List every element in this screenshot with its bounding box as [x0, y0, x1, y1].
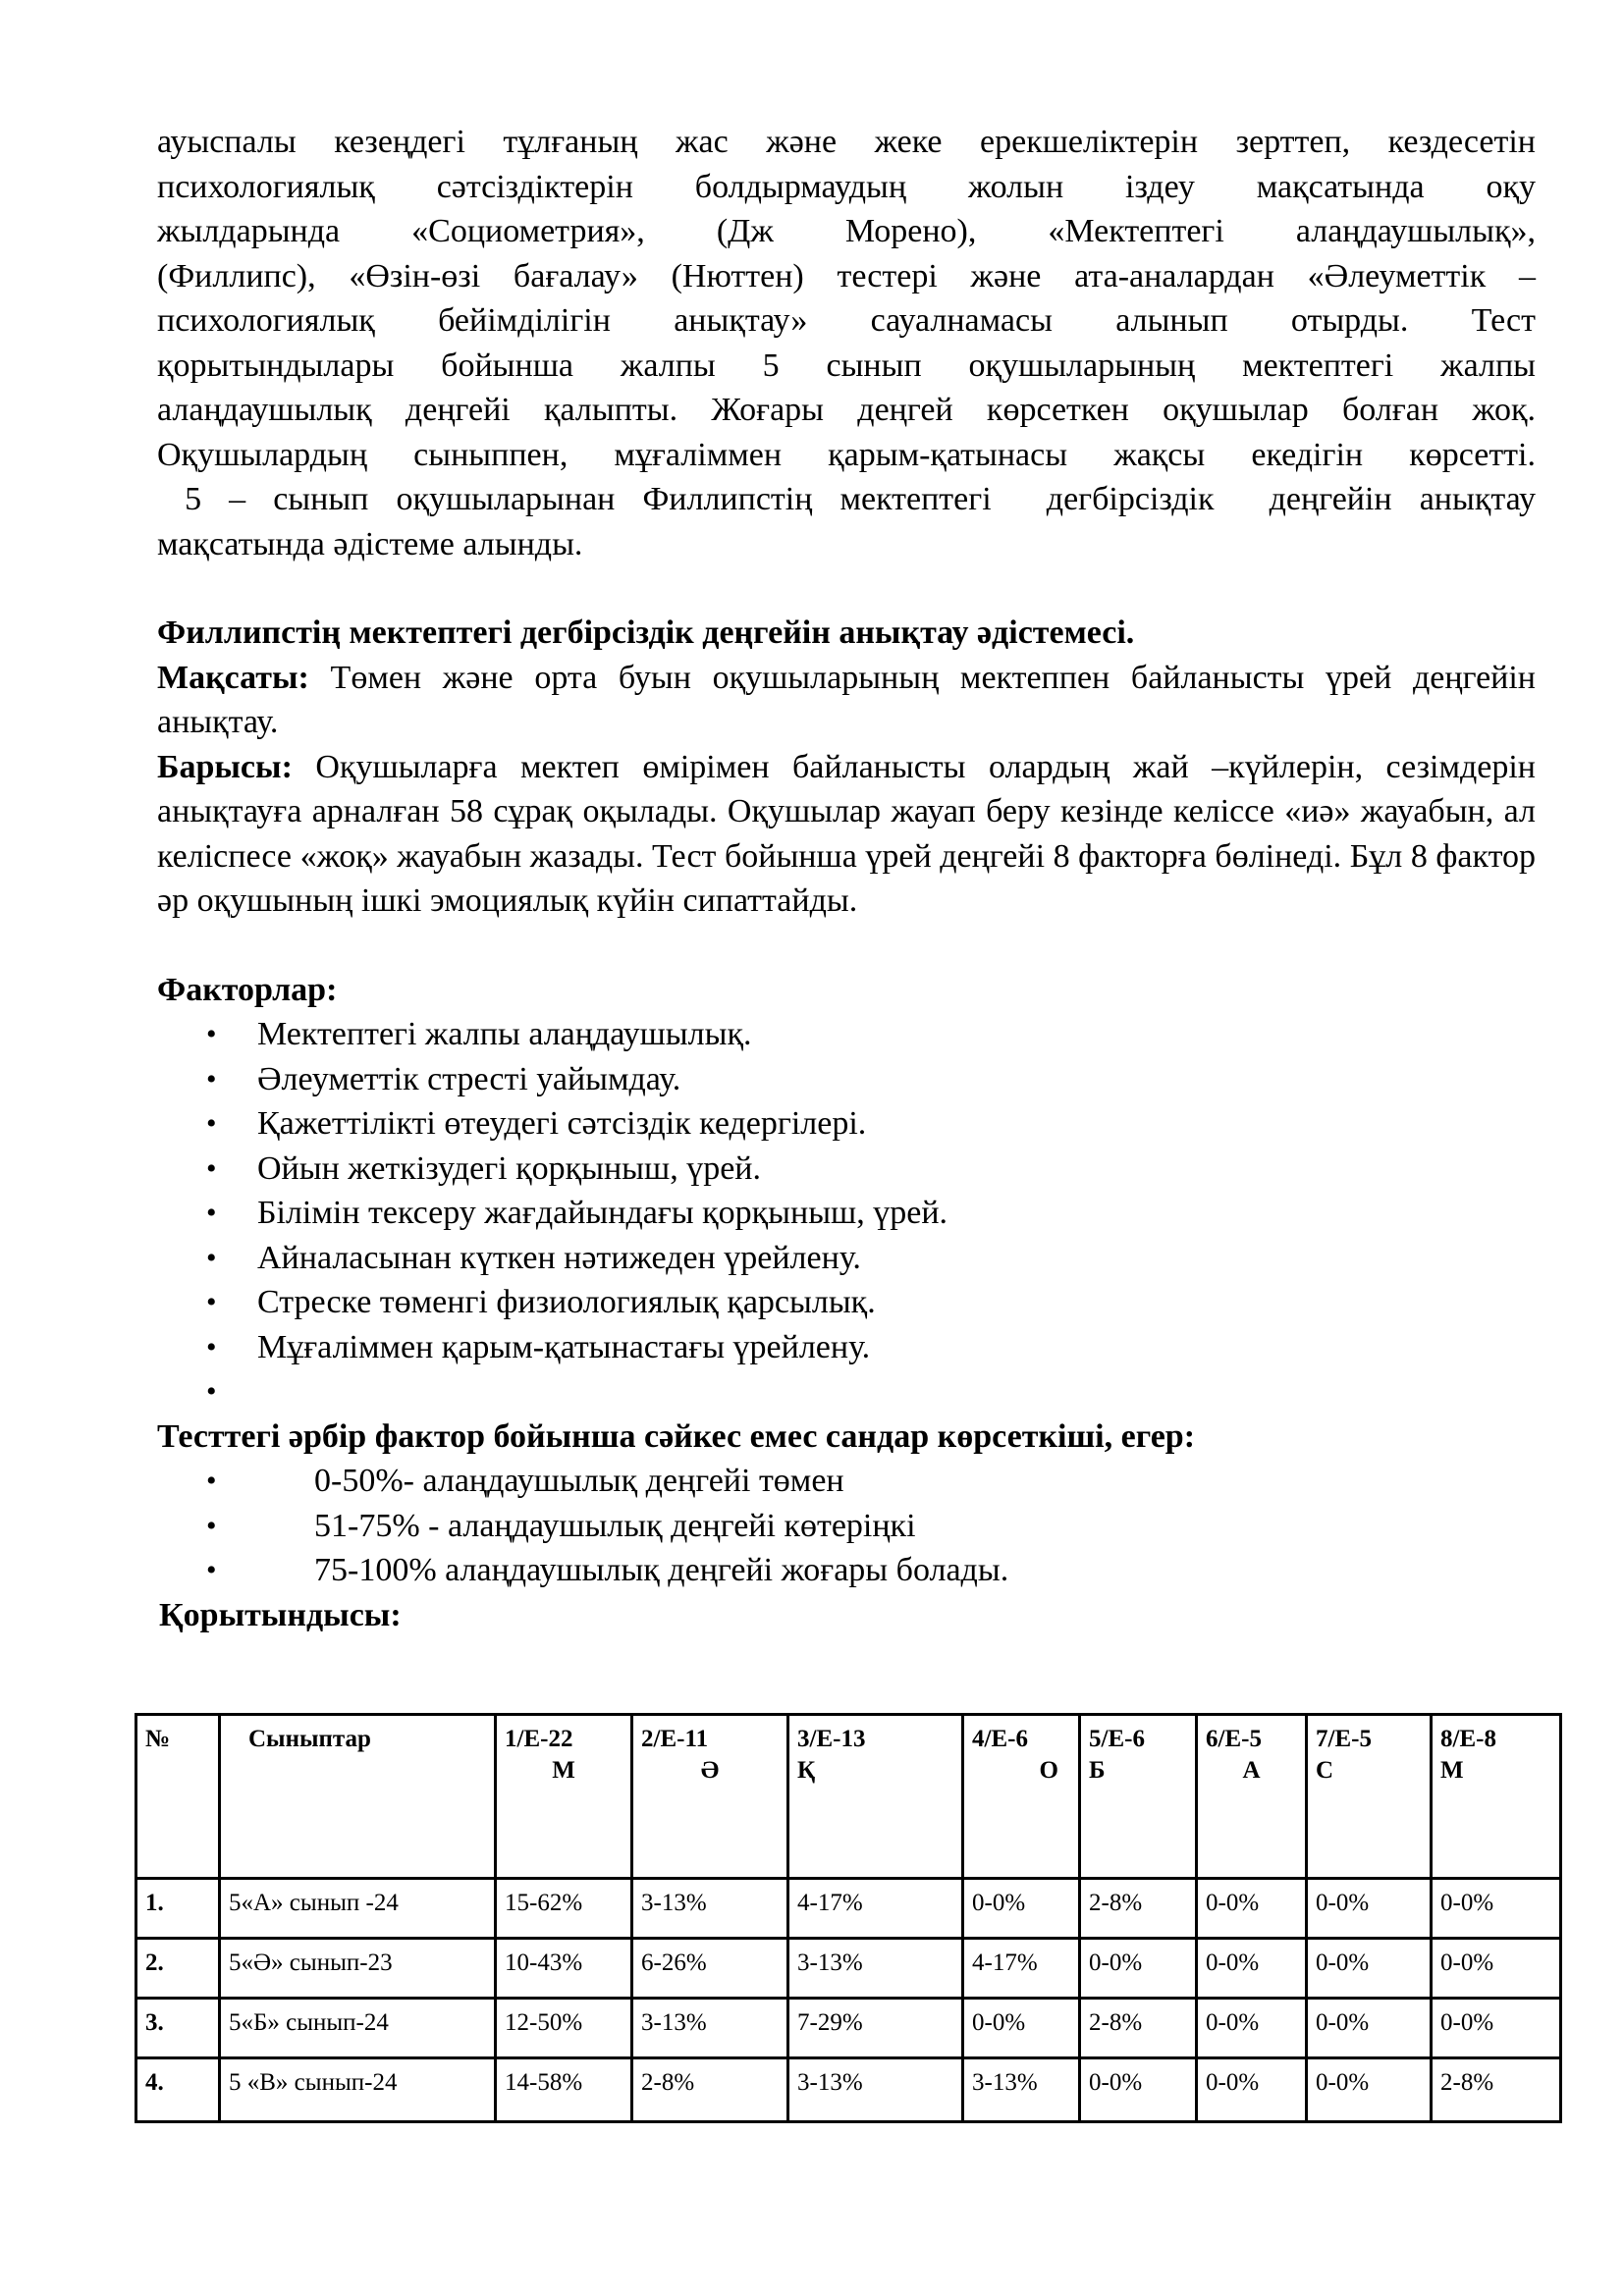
cell-value: 2-8% — [1432, 2058, 1561, 2122]
bullet-icon: • — [206, 1107, 217, 1140]
cell-value: 0-0% — [963, 1999, 1080, 2058]
level-text: 0-50%- алаңдаушылық деңгейі төмен — [314, 1463, 844, 1499]
bullet-icon: • — [206, 1465, 217, 1497]
intro-line: Оқушылардың сыныппен, мұғаліммен қарым-қатынасы жақсы екедігін көрсетті. — [157, 436, 1536, 473]
factor-item — [206, 1057, 1536, 1102]
table-row — [136, 2058, 1561, 2122]
cell-value: 2-8% — [632, 2058, 788, 2122]
results-title: Қорытындысы: — [159, 1596, 402, 1633]
factors-title: Факторлар: — [157, 971, 338, 1008]
factor-item — [206, 1236, 1536, 1281]
cell-value: 0-0% — [963, 1879, 1080, 1939]
bullet-icon: • — [206, 1286, 217, 1318]
header-factor-3: 3/Е-13 Қ — [788, 1715, 963, 1879]
factor-text: Ойын жеткізудегі қорқыныш, үрей. — [257, 1149, 761, 1187]
goal-label: Мақсаты: — [157, 659, 309, 696]
cell-value: 0-0% — [1432, 1879, 1561, 1939]
table-row — [136, 1999, 1561, 2058]
document-page — [157, 120, 1536, 1637]
factor-text: Әлеуметтік стресті уайымдау. — [257, 1060, 681, 1097]
intro-line: қорытындылары бойынша жалпы 5 сынып оқушыларының мектептегі жалпы — [157, 347, 1536, 384]
level-item — [206, 1504, 1536, 1549]
factor-item — [206, 1325, 1536, 1370]
factor-text: Айналасынан күткен нәтижеден үрейлену. — [257, 1239, 861, 1276]
factor-item — [206, 1012, 1536, 1057]
bullet-icon: • — [206, 1151, 217, 1185]
cell-value: 10-43% — [496, 1939, 632, 1999]
process-label: Барысы: — [157, 748, 293, 785]
intro-paragraph — [157, 120, 1536, 566]
cell-value: 3-13% — [788, 2058, 963, 2122]
row-number: 3. — [136, 1999, 220, 2058]
factor-text: Стреске төменгі физиологиялық қарсылық. — [257, 1284, 876, 1320]
bullet-icon: • — [206, 1197, 217, 1229]
level-item — [206, 1548, 1536, 1593]
bullet-icon: • — [206, 1554, 217, 1586]
cell-value: 0-0% — [1307, 2058, 1432, 2122]
intro-line: психологиялық бейімділігін анықтау» сауалнамасы алынып отырды. Тест — [157, 302, 1536, 339]
cell-value: 0-0% — [1080, 2058, 1197, 2122]
bullet-icon: • — [206, 1509, 217, 1542]
header-factor-8: 8/Е-8 М — [1432, 1715, 1561, 1879]
cell-value: 3-13% — [788, 1939, 963, 1999]
cell-value: 3-13% — [632, 1999, 788, 2058]
bullet-icon: • — [206, 1062, 217, 1095]
factor-item — [206, 1191, 1536, 1236]
cell-value: 0-0% — [1307, 1939, 1432, 1999]
cell-value: 0-0% — [1197, 1999, 1307, 2058]
factors-list — [157, 1012, 1536, 1415]
method-title: Филлипстің мектептегі дегбірсіздік деңгейін анықтау әдістемесі. — [157, 614, 1135, 651]
header-number: № — [136, 1715, 220, 1879]
bullet-icon: • — [206, 1330, 217, 1363]
cell-value: 3-13% — [963, 2058, 1080, 2122]
cell-value: 6-26% — [632, 1939, 788, 1999]
table-header-row — [136, 1715, 1561, 1879]
row-class: 5«Б» сынып-24 — [220, 1999, 496, 2058]
table-row — [136, 1879, 1561, 1939]
row-class: 5«А» сынып -24 — [220, 1879, 496, 1939]
cell-value: 0-0% — [1197, 1879, 1307, 1939]
cell-value: 0-0% — [1197, 1939, 1307, 1999]
cell-value: 0-0% — [1197, 2058, 1307, 2122]
goal-text: Төмен және орта буын оқушыларының мектеппен байланысты үрей деңгейін анықтау. — [157, 659, 1536, 740]
row-class: 5«Ә» сынып-23 — [220, 1939, 496, 1999]
intro-line: ауыспалы кезеңдегі тұлғаның жас және жеке ерекшеліктерін зерттеп, кездесетін — [157, 124, 1536, 160]
levels-title: Тесттегі әрбір фактор бойынша сәйкес емес сандар көрсеткіші, егер: — [157, 1417, 1196, 1455]
intro-line: алаңдаушылық деңгейі қалыпты. Жоғары деңгей көрсеткен оқушылар болған жоқ. — [157, 392, 1536, 428]
cell-value: 0-0% — [1307, 1879, 1432, 1939]
cell-value: 4-17% — [788, 1879, 963, 1939]
bullet-icon: • — [206, 1018, 217, 1050]
factor-item — [206, 1280, 1536, 1325]
cell-value: 3-13% — [632, 1879, 788, 1939]
cell-value: 12-50% — [496, 1999, 632, 2058]
header-factor-7: 7/Е-5 С — [1307, 1715, 1432, 1879]
process-text: Оқушыларға мектеп өмірімен байланысты олардың жай –күйлерін, сезімдерін анықтауға арналған 58 сұрақ оқылады. Оқушылар жауап беру кезінде келіссе «иә» жауабын, ал келіспесе «жоқ» жауабын жазады. Тест бойынша үрей деңгейі 8 факторға бөлінеді. Бұл 8 фактор әр оқушының ішкі эмоциялық күйін сипаттайды. — [157, 748, 1536, 919]
cell-value: 0-0% — [1432, 1999, 1561, 2058]
level-item — [206, 1459, 1536, 1504]
row-number: 2. — [136, 1939, 220, 1999]
cell-value: 15-62% — [496, 1879, 632, 1939]
results-table-wrap — [135, 1713, 1562, 2123]
cell-value: 0-0% — [1307, 1999, 1432, 2058]
cell-value: 7-29% — [788, 1999, 963, 2058]
factor-text: Қажеттілікті өтеудегі сәтсіздік кедергілері. — [257, 1105, 867, 1142]
header-factor-2: 2/Е-11 Ә — [632, 1715, 788, 1879]
intro-line: психологиялық сәтсіздіктерін болдырмаудың жолын іздеу мақсатында оқу — [157, 168, 1536, 205]
levels-list — [157, 1459, 1536, 1593]
cell-value: 14-58% — [496, 2058, 632, 2122]
cell-value: 2-8% — [1080, 1879, 1197, 1939]
row-number: 4. — [136, 2058, 220, 2122]
cell-value: 4-17% — [963, 1939, 1080, 1999]
cell-value: 2-8% — [1080, 1999, 1197, 2058]
intro-line: мақсатында әдістеме алынды. — [157, 525, 583, 562]
row-number: 1. — [136, 1879, 220, 1939]
factor-item — [206, 1147, 1536, 1192]
header-factor-6: 6/Е-5 А — [1197, 1715, 1307, 1879]
factor-item — [206, 1101, 1536, 1147]
intro-line: жылдарында «Социометрия», (Дж Морено), «Мектептегі алаңдаушылық», — [157, 213, 1536, 249]
level-text: 75-100% алаңдаушылық деңгейі жоғары болады. — [314, 1552, 1009, 1588]
table-row — [136, 1939, 1561, 1999]
cell-value: 0-0% — [1432, 1939, 1561, 1999]
level-text: 51-75% - алаңдаушылық деңгейі көтеріңкі — [314, 1507, 916, 1544]
method-goal — [157, 656, 1536, 745]
cell-value: 0-0% — [1080, 1939, 1197, 1999]
factor-text: Мұғаліммен қарым-қатынастағы үрейлену. — [257, 1328, 871, 1365]
factor-text: Білімін тексеру жағдайындағы қорқыныш, үрей. — [257, 1195, 948, 1231]
bullet-icon: • — [206, 1375, 217, 1408]
intro-line: (Филлипс), «Өзін-өзі бағалау» (Нюттен) тестері және ата-аналардан «Әлеуметтік – — [157, 257, 1536, 294]
intro-line: 5 – сынып оқушыларынан Филлипстің мектептегі дегбірсіздік деңгейін анықтау — [157, 481, 1536, 517]
header-classes: Сыныптар — [220, 1715, 496, 1879]
bullet-icon: • — [206, 1241, 217, 1274]
header-factor-4: 4/Е-6 О — [963, 1715, 1080, 1879]
header-factor-5: 5/Е-6 Б — [1080, 1715, 1197, 1879]
header-factor-1: 1/Е-22 М — [496, 1715, 632, 1879]
results-table — [135, 1713, 1562, 2123]
method-process — [157, 745, 1536, 924]
factor-item-empty — [206, 1369, 1536, 1415]
row-class: 5 «В» сынып-24 — [220, 2058, 496, 2122]
factor-text: Мектептегі жалпы алаңдаушылық. — [257, 1016, 752, 1052]
